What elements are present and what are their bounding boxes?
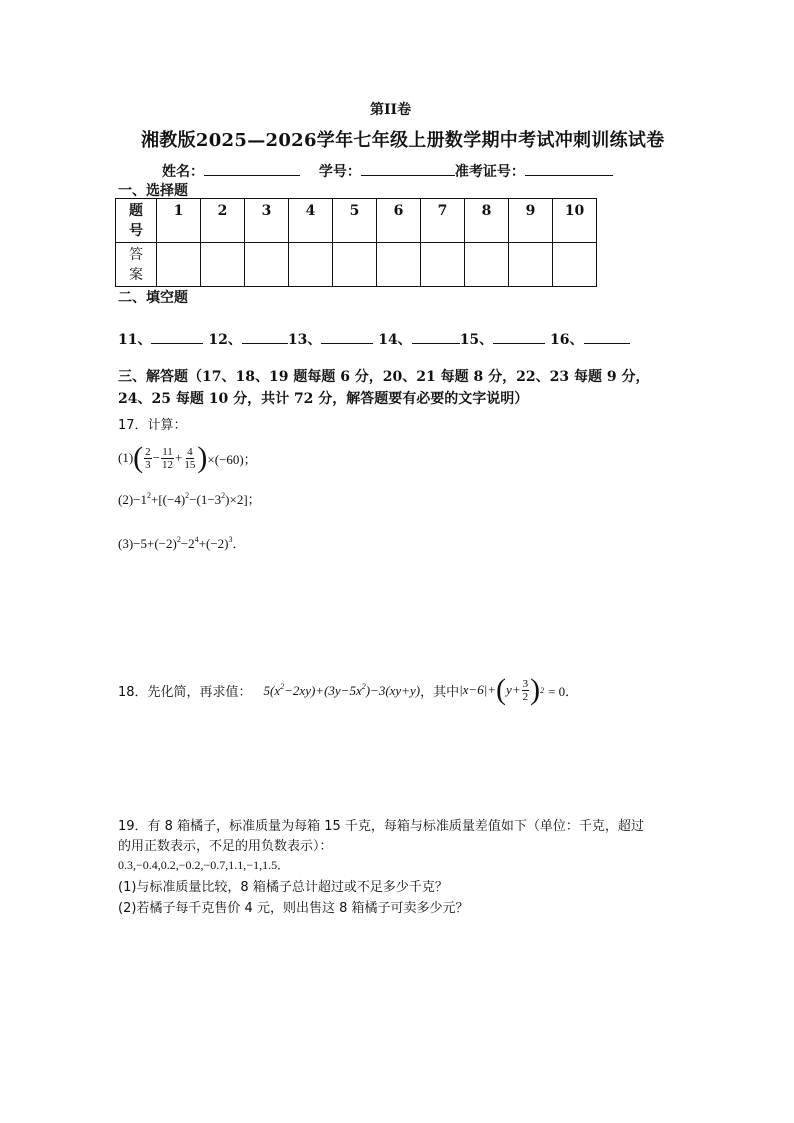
blank-label-16: 16、 — [550, 332, 584, 348]
answer-cell[interactable] — [553, 243, 597, 287]
page-title: 湘教版2025—2026学年七年级上册数学期中考试冲刺训练试卷 — [141, 130, 665, 151]
fraction: $\frac{3}{2}$ — [522, 677, 529, 703]
q18-where: ，其中 — [420, 684, 460, 700]
question-number-header: 题 号 — [116, 199, 157, 243]
fill-blank-line — [118, 329, 630, 349]
answer-table-answer-row — [116, 243, 597, 287]
q17-part1: (1) ( $\frac{2}{3}$ − $\frac{11}{12}$ + $\frac{4}{15}$ ) ×(−60)； — [118, 441, 257, 474]
blank-label-14: 14、 — [378, 332, 412, 348]
blank-label-13: 13、 — [287, 332, 322, 348]
question-number-cell: 10 — [553, 199, 597, 243]
volume-label: 第II卷 — [370, 102, 412, 118]
question-number-cell: 1 — [157, 199, 201, 243]
answer-cell[interactable] — [465, 243, 509, 287]
q19-line2: 的用正数表示，不足的用负数表示）： — [118, 839, 333, 854]
answer-cell[interactable] — [509, 243, 553, 287]
q18-label: 18．先化简，再求值： — [118, 684, 252, 700]
student-id-label: 学号： — [318, 164, 361, 180]
q19-sub2: (2)若橘子每千克售价 4 元，则出售这 8 箱橘子可卖多少元？ — [118, 901, 469, 916]
student-id-field[interactable] — [361, 161, 455, 176]
question-number-cell: 9 — [509, 199, 553, 243]
answer-cell[interactable] — [377, 243, 421, 287]
question-number-cell: 5 — [333, 199, 377, 243]
answer-cell[interactable] — [333, 243, 377, 287]
name-field[interactable] — [204, 161, 300, 176]
question-number-cell: 8 — [465, 199, 509, 243]
question-number-cell: 7 — [421, 199, 465, 243]
answer-cell[interactable] — [245, 243, 289, 287]
q19-values: 0.3,−0.4,0.2,−0.2,−0.7,1.1,−1,1.5． — [118, 858, 290, 872]
q18-expression: $5(x^2-2xy)+(3y-5x^2)-3(xy+y)$ — [263, 681, 421, 698]
answer-cell[interactable] — [157, 243, 201, 287]
q17-part1-prefix: (1) — [118, 450, 134, 465]
q19-line1: 19．有 8 箱橘子，标准质量为每箱 15 千克，每箱与标准质量差值如下（单位：千克，超过 — [118, 819, 644, 834]
blank-11[interactable] — [151, 329, 203, 344]
name-label: 姓名： — [162, 164, 204, 180]
fraction: $\frac{2}{3}$ — [145, 445, 151, 471]
blank-label-12: 12、 — [208, 332, 242, 348]
info-line — [162, 161, 613, 181]
section1-title: 一、选择题 — [118, 183, 188, 199]
answer-cell[interactable] — [289, 243, 333, 287]
question-number-cell: 2 — [201, 199, 245, 243]
fraction: $\frac{4}{15}$ — [184, 445, 196, 471]
q18-condition: |x−6|+ ( y+ $\frac{3}{2}$ ) 2 = 0． — [459, 673, 579, 706]
blank-14[interactable] — [412, 329, 460, 344]
blank-16[interactable] — [584, 329, 630, 344]
question-number-cell: 6 — [377, 199, 421, 243]
q17-label: 17．计算： — [118, 418, 187, 433]
q19-sub1: (1)与标准质量比较，8 箱橘子总计超过或不足多少千克？ — [118, 880, 448, 895]
paren-close: ) — [197, 441, 208, 474]
paren-open: ( — [133, 441, 144, 474]
q17-part1-tail: ×(−60)； — [207, 451, 257, 467]
blank-15[interactable] — [493, 329, 545, 344]
blank-12[interactable] — [242, 329, 288, 344]
blank-label-15: 15、 — [459, 332, 494, 348]
fraction: $\frac{11}{12}$ — [162, 445, 174, 471]
answer-table-header-row — [116, 199, 597, 243]
answer-cell[interactable] — [421, 243, 465, 287]
question-number-cell: 3 — [245, 199, 289, 243]
section3-title-line1: 三、解答题（17、18、19 题每题 6 分，20、21 每题 8 分，22、23 每题 9 分， — [118, 369, 650, 385]
q18 — [118, 672, 578, 708]
answer-cell[interactable] — [201, 243, 245, 287]
exam-number-field[interactable] — [525, 161, 613, 176]
q17-part3: $(3)-5+(-2)^2-2^4+(-2)^3$． — [118, 535, 246, 551]
blank-13[interactable] — [321, 329, 373, 344]
section3-title-line2: 24、25 每题 10 分，共计 72 分，解答题要有必要的文字说明） — [118, 391, 529, 407]
blank-label-11: 11、 — [118, 332, 152, 348]
question-number-cell: 4 — [289, 199, 333, 243]
answer-table — [115, 198, 597, 287]
exam-number-label: 准考证号： — [454, 164, 525, 180]
answer-header: 答 案 — [116, 243, 157, 287]
q17-part2: $(2)-1^2+[(-4)^2-(1-3^2)\times 2]$； — [118, 491, 261, 507]
section2-title: 二、填空题 — [118, 290, 188, 306]
